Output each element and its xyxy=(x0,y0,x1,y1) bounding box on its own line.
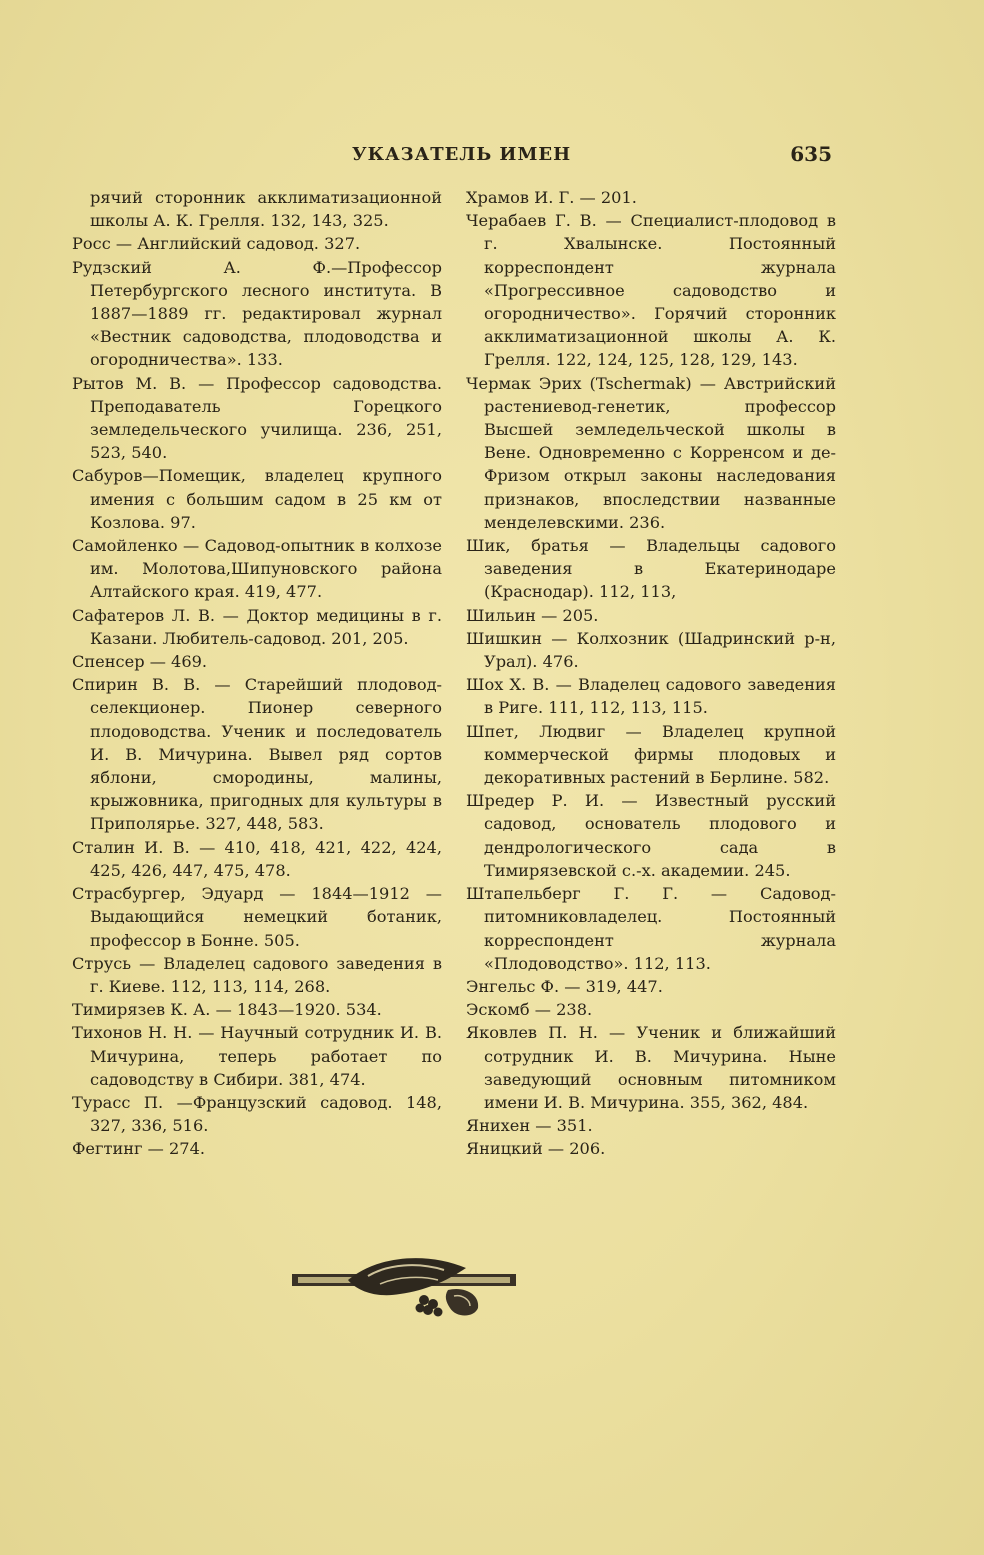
index-entry: Сталин И. В. — 410, 418, 421, 422, 424, 425, 426, 447, 475, 478. xyxy=(72,837,442,880)
header-title: УКАЗАТЕЛЬ ИМЕН xyxy=(352,144,572,165)
index-entry: Энгельс Ф. — 319, 447. xyxy=(466,976,663,996)
index-entry: Черабаев Г. В. — Специалист-плодовод в г. Хвалынске. Постоянный корреспондент журнала «Прогрессивное садоводство и огородничество». Горячий сторонник акклиматизационной школы А. К. Грелля. 122, 124, 125, 128, 129, 143. xyxy=(466,211,836,370)
index-entry: Шик, братья — Владельцы садового заведения в Екатеринодаре (Краснодар). 112, 113, xyxy=(466,536,836,602)
index-entry: Сафатеров Л. В. — Доктор медицины в г. Казани. Любитель-садовод. 201, 205. xyxy=(72,605,442,648)
index-entry: Тимирязев К. А. — 1843—1920. 534. xyxy=(72,1000,382,1020)
index-entry: Тихонов Н. Н. — Научный сотрудник И. В. Мичурина, теперь работает по садоводству в Сибири. 381, 474. xyxy=(72,1023,442,1089)
index-entry: Штапельберг Г. Г. — Садовод-питомниковладелец. Постоянный корреспондент журнала «Плодоводство». 112, 113. xyxy=(466,884,836,973)
index-entry: Турасс П. —Французский садовод. 148, 327, 336, 516. xyxy=(72,1092,442,1136)
index-entry: Яницкий — 206. xyxy=(466,1139,606,1159)
index-entry: Рытов М. В. — Профессор садоводства. Преподаватель Горецкого земледельческого училища. 236, 251, 523, 540. xyxy=(72,373,442,463)
index-entry: Спенсер — 469. xyxy=(72,652,208,672)
left-column xyxy=(72,186,442,1161)
index-entry: Самойленко — Садовод-опытник в колхозе им. Молотова,Шипуновского района Алтайского края. 419, 477. xyxy=(72,536,442,602)
index-entry: Фегтинг — 274. xyxy=(72,1139,206,1159)
index-entry: Росс — Английский садовод. 327. xyxy=(72,234,361,254)
index-entry: Шредер Р. И. — Известный русский садовод, основатель плодового и дендрологического сада в Тимирязевской с.-х. академии. 245. xyxy=(466,791,836,880)
index-entry: Рудзский А. Ф.—Профессор Петербургского лесного института. В 1887—1889 гг. редактировал журнал «Вестник садоводства, плодоводства и огородничества». 133. xyxy=(72,257,442,370)
index-entry: Эскомб — 238. xyxy=(466,1000,593,1020)
index-entry: Шильин — 205. xyxy=(466,605,599,625)
index-entry: рячий сторонник акклиматизационной школы А. К. Грелля. 132, 143, 325. xyxy=(90,188,442,231)
index-entry: Сабуров—Помещик, владелец крупного имения с большим садом в 25 км от Козлова. 97. xyxy=(72,466,442,532)
running-header xyxy=(72,140,834,170)
index-entry: Яковлев П. Н. — Ученик и ближайший сотрудник И. В. Мичурина. Ныне заведующий основным питомником имени И. В. Мичурина. 355, 362, 484. xyxy=(466,1023,836,1112)
index-entry: Шох Х. В. — Владелец садового заведения в Риге. 111, 112, 113, 115. xyxy=(466,675,836,718)
index-entry: Струсь — Владелец садового заведения в г. Киеве. 112, 113, 114, 268. xyxy=(72,953,442,996)
index-entry: Спирин В. В. — Старейший плодовод-селекционер. Пионер северного плодоводства. Ученик и последователь И. В. Мичурина. Вывел ряд сортов яблони, смородины, малины, крыжовника, пригодных для культуры в Приполярье. 327, 448, 583. xyxy=(72,675,442,834)
index-entry: Янихен — 351. xyxy=(466,1116,593,1136)
index-entry: Страсбургер, Эдуард — 1844—1912 — Выдающийся немецкий ботаник, профессор в Бонне. 505. xyxy=(72,884,442,950)
index-entry: Шишкин — Колхозник (Шадринский р-н, Урал). 476. xyxy=(466,628,836,672)
fruit-ornament-icon xyxy=(288,1250,520,1322)
page-number: 635 xyxy=(790,142,832,166)
right-column xyxy=(466,186,836,1161)
index-entry: Чермак Эрих (Tschermak) — Австрийский растениевод-генетик, профессор Высшей земледельческой школы в Вене. Одновременно с Корренсом и де-Фризом открыл законы наследования признаков, впоследствии названные менделевскими. 236. xyxy=(466,373,836,532)
index-entry: Шпет, Людвиг — Владелец крупной коммерческой фирмы плодовых и декоративных растений в Берлине. 582. xyxy=(466,721,836,788)
index-entry: Храмов И. Г. — 201. xyxy=(466,188,637,207)
